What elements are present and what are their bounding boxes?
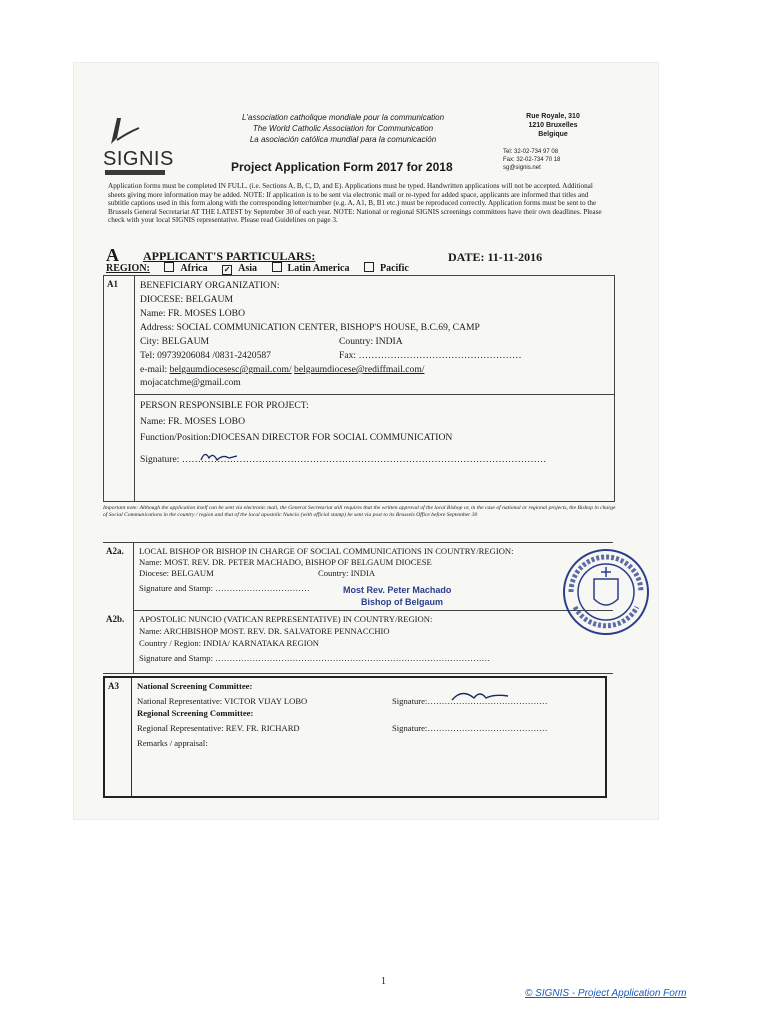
a2b-region: Country / Region: INDIA/ KARNATAKA REGION [139, 638, 320, 648]
email-link[interactable]: belgaumdiocesesc@gmail.com/ [169, 364, 292, 375]
address-block [513, 112, 593, 139]
section-a2 [103, 542, 613, 674]
region-option: Africa [180, 263, 208, 274]
episcopal-seal-icon [561, 547, 651, 637]
a1-diocese: DIOCESE: BELGAUM [140, 294, 234, 305]
address-line: 1210 Bruxelles [528, 122, 578, 129]
contact-block [503, 148, 603, 172]
a2b-heading: APOSTOLIC NUNCIO (VATICAN REPRESENTATIVE) IN COUNTRY/REGION: [139, 614, 433, 624]
contact-tel: Tel: 32-02-734 97 08 [503, 149, 559, 155]
column-divider [133, 543, 134, 673]
regional-signature: Signature:…………………………………… [392, 723, 548, 733]
scanned-page [73, 62, 659, 820]
instructions: Application forms must be completed IN FULL. (i.e. Sections A, B, C, D, and E). Applications must be typed. Handwritten applications will not be accepted. Additional sheets giving more information may be added. NOTE: If application is to be sent via electronic mail or re-typed for added space, applicants are informed that titles and subtitle captions used in this form along with the corresponding letter/number (e.g. A, A1, B, B1 etc.) must be reproduced correctly. Application forms must be sent to the Brussels General Secretariat AT THE LATEST by September 30 of each year. NOTE: National or regional SIGNIS screenings committees have their own deadlines. Please check with your local SIGNIS representative. Please read Guidelines on page 3. [108, 182, 602, 225]
region-option: Latin America [287, 263, 350, 274]
region-checkbox-asia[interactable]: ✓ [223, 265, 231, 274]
region-option: Pacific [379, 263, 409, 274]
a2b-label: A2b. [106, 614, 125, 624]
person-signature: Signature: …………………………………………………………………………………………………… [140, 454, 547, 465]
organization-names [223, 112, 463, 145]
email-prefix: e-mail: [140, 364, 170, 375]
org-name-en: The World Catholic Association for Communication [252, 124, 434, 133]
national-heading: National Screening Committee: [137, 681, 253, 691]
region-checkbox-latin-america[interactable] [272, 262, 282, 272]
divider [134, 394, 614, 395]
regional-heading: Regional Screening Committee: [137, 708, 254, 718]
form-title: Project Application Form 2017 for 2018 [231, 160, 453, 174]
a2b-signature: Signature and Stamp: …………………………………………………………………………………… [139, 653, 491, 663]
region-label: REGION: [106, 263, 150, 274]
a1-city: City: BELGAUM [140, 336, 210, 347]
person-name: Name: FR. MOSES LOBO [140, 416, 246, 427]
a2a-heading: LOCAL BISHOP OR BISHOP IN CHARGE OF SOCIAL COMMUNICATIONS IN COUNTRY/REGION: [139, 546, 514, 556]
divider [133, 610, 613, 611]
handwritten-signature-icon [199, 448, 239, 464]
important-note: Important note: Although the application itself can be sent via electronic mail, the General Secretariat still requires that the written approval of the local Bishop or, in the case of national or regional projects, the Bishop in charge of Social Communications in the country / region and that of the local apostolic Nuncio (with official stamp) be sent via post to its Brussels Office before September 30 [103, 505, 616, 518]
section-letter: A [106, 245, 119, 265]
a1-heading: BENEFICIARY ORGANIZATION: [140, 280, 280, 291]
person-heading: PERSON RESPONSIBLE FOR PROJECT: [140, 400, 309, 411]
column-divider [134, 276, 135, 501]
email-link[interactable]: belgaumdiocese@rediffmail.com/ [294, 364, 425, 375]
a1-country: Country: INDIA [339, 336, 403, 347]
a2a-name: Name: MOST. REV. DR. PETER MACHADO, BISHOP OF BELGAUM DIOCESE [139, 557, 432, 567]
logo-text: SIGNIS [103, 148, 174, 170]
national-rep: National Representative: VICTOR VIJAY LOBO [137, 696, 308, 706]
page-number: 1 [381, 976, 386, 987]
a2a-diocese: Diocese: BELGAUM [139, 568, 214, 578]
a1-tel: Tel: 09739206084 /0831-2420587 [140, 350, 271, 361]
contact-email: sg@signis.net [503, 165, 541, 171]
remarks: Remarks / appraisal: [137, 738, 208, 748]
a1-email [140, 364, 424, 377]
a2a-country: Country: INDIA [318, 568, 376, 578]
region-checkbox-africa[interactable] [164, 262, 174, 272]
region-option: Asia [238, 263, 258, 274]
logo-bar [105, 170, 165, 175]
section-a1 [103, 275, 615, 502]
region-row [106, 262, 626, 275]
section-a3 [103, 676, 607, 798]
address-line: Belgique [538, 131, 568, 138]
region-checkbox-pacific[interactable] [364, 262, 374, 272]
a1-name: Name: FR. MOSES LOBO [140, 308, 246, 319]
a1-address: Address: SOCIAL COMMUNICATION CENTER, BISHOP'S HOUSE, B.C.69, CAMP [140, 322, 480, 333]
contact-fax: Fax: 32-02-734 70 18 [503, 157, 561, 163]
column-divider [131, 678, 132, 796]
a1-fax: Fax: …………………………………………… [339, 350, 522, 361]
regional-rep: Regional Representative: REV. FR. RICHARD [137, 723, 300, 733]
a2a-label: A2a. [106, 546, 124, 556]
stamp-line-2: Bishop of Belgaum [361, 597, 444, 607]
footer-copyright-link[interactable]: © SIGNIS - Project Application Form [525, 988, 687, 999]
a2b-name: Name: ARCHBISHOP MOST. REV. DR. SALVATORE PENNACCHIO [139, 626, 390, 636]
a1-email-3: mojacatchme@gmail.com [140, 377, 241, 388]
a2a-signature: Signature and Stamp: …………………………… [139, 583, 310, 593]
signis-logo-icon [103, 110, 143, 150]
org-name-fr: L'association catholique mondiale pour la communication [241, 113, 445, 122]
national-signature: Signature:…………………………………… [392, 696, 548, 706]
handwritten-signature-icon [450, 686, 510, 706]
a3-label: A3 [108, 681, 119, 691]
person-function: Function/Position:DIOCESAN DIRECTOR FOR SOCIAL COMMUNICATION [140, 432, 453, 443]
address-line: Rue Royale, 310 [526, 113, 580, 120]
section-title: APPLICANT'S PARTICULARS: [143, 249, 316, 263]
a1-label: A1 [107, 279, 118, 289]
form-date: DATE: 11-11-2016 [448, 250, 543, 264]
stamp-line-1: Most Rev. Peter Machado [343, 585, 452, 595]
org-name-es: La asociación católica mundial para la comunicación [249, 135, 437, 144]
